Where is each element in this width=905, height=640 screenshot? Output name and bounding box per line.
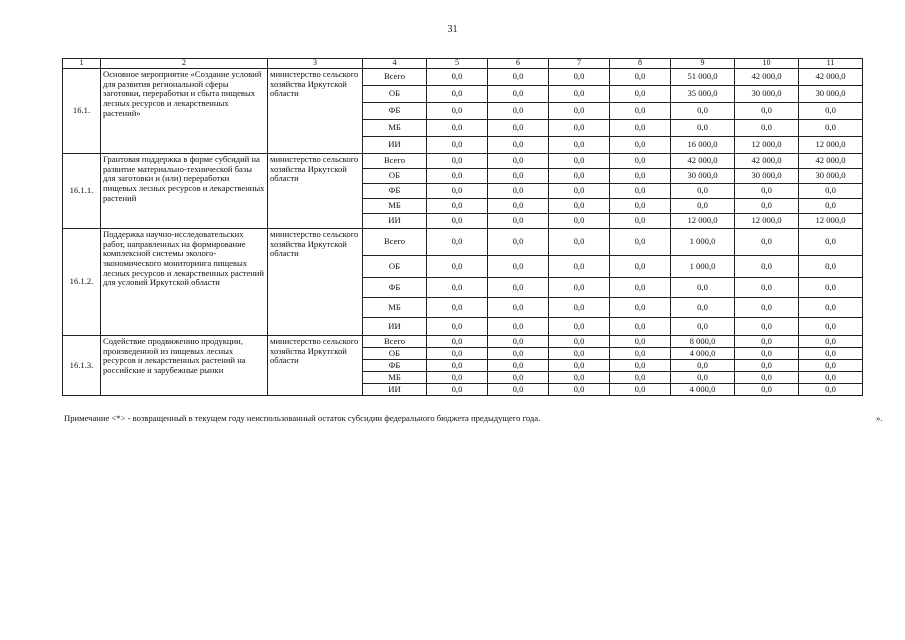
funding-source: ФБ: [363, 184, 427, 199]
column-header: 4: [363, 59, 427, 69]
column-header: 5: [427, 59, 488, 69]
value-cell: 0,0: [488, 229, 549, 256]
value-cell: 0,0: [799, 348, 863, 360]
item-executor: министерство сельского хозяйства Иркутской области: [268, 69, 363, 154]
value-cell: 0,0: [735, 298, 799, 318]
value-cell: 0,0: [549, 360, 610, 372]
item-description: Поддержка научно-исследовательских работ, направленных на формирование комплексной системы эколого-экономического мониторинга пищевых лесных ресурсов и лекарственных растений для условий Иркутской области: [101, 229, 268, 336]
column-header: 11: [799, 59, 863, 69]
funding-source: ОБ: [363, 256, 427, 278]
value-cell: 0,0: [610, 154, 671, 169]
value-cell: 0,0: [735, 229, 799, 256]
value-cell: 30 000,0: [735, 169, 799, 184]
value-cell: 0,0: [488, 154, 549, 169]
value-cell: 0,0: [488, 318, 549, 336]
value-cell: 0,0: [671, 360, 735, 372]
value-cell: 0,0: [610, 348, 671, 360]
value-cell: 0,0: [549, 199, 610, 214]
value-cell: 0,0: [610, 336, 671, 348]
value-cell: 0,0: [610, 360, 671, 372]
value-cell: 4 000,0: [671, 348, 735, 360]
value-cell: 16 000,0: [671, 137, 735, 154]
value-cell: 0,0: [799, 360, 863, 372]
value-cell: 0,0: [549, 120, 610, 137]
value-cell: 0,0: [610, 298, 671, 318]
value-cell: 0,0: [427, 184, 488, 199]
value-cell: 0,0: [427, 120, 488, 137]
value-cell: 0,0: [427, 348, 488, 360]
value-cell: 42 000,0: [799, 154, 863, 169]
value-cell: 0,0: [488, 120, 549, 137]
footnote: Примечание <*> - возвращенный в текущем году неиспользованный остаток субсидии федерального бюджета предыдущего года.: [64, 413, 541, 423]
value-cell: 0,0: [610, 184, 671, 199]
value-cell: 0,0: [610, 229, 671, 256]
funding-source: МБ: [363, 372, 427, 384]
value-cell: 0,0: [671, 184, 735, 199]
value-cell: 0,0: [488, 103, 549, 120]
value-cell: 51 000,0: [671, 69, 735, 86]
value-cell: 0,0: [488, 256, 549, 278]
value-cell: 0,0: [610, 137, 671, 154]
value-cell: 0,0: [671, 278, 735, 298]
funding-source: МБ: [363, 199, 427, 214]
footnote-closing-quote: ».: [876, 413, 883, 423]
value-cell: 0,0: [549, 184, 610, 199]
value-cell: 30 000,0: [799, 169, 863, 184]
value-cell: 0,0: [799, 384, 863, 396]
value-cell: 0,0: [799, 298, 863, 318]
value-cell: 0,0: [671, 103, 735, 120]
funding-source: ИИ: [363, 318, 427, 336]
value-cell: 0,0: [610, 199, 671, 214]
value-cell: 0,0: [427, 137, 488, 154]
value-cell: 0,0: [735, 336, 799, 348]
value-cell: 0,0: [671, 199, 735, 214]
value-cell: 0,0: [735, 384, 799, 396]
value-cell: 0,0: [799, 372, 863, 384]
value-cell: 0,0: [549, 256, 610, 278]
value-cell: 0,0: [610, 372, 671, 384]
funding-source: Всего: [363, 336, 427, 348]
value-cell: 0,0: [427, 336, 488, 348]
value-cell: 0,0: [671, 120, 735, 137]
table-row: [63, 154, 863, 169]
value-cell: 0,0: [488, 184, 549, 199]
value-cell: 0,0: [427, 360, 488, 372]
value-cell: 0,0: [735, 120, 799, 137]
value-cell: 0,0: [488, 298, 549, 318]
funding-source: Всего: [363, 69, 427, 86]
header-row: [63, 59, 863, 69]
item-executor: министерство сельского хозяйства Иркутской области: [268, 154, 363, 229]
table-row: [63, 69, 863, 86]
value-cell: 35 000,0: [671, 86, 735, 103]
item-description: Основное мероприятие «Создание условий для развития региональной сферы заготовки, переработки и сбыта пищевых лесных ресурсов и лекарственных растений»: [101, 69, 268, 154]
value-cell: 4 000,0: [671, 384, 735, 396]
value-cell: 0,0: [488, 199, 549, 214]
value-cell: 0,0: [799, 120, 863, 137]
funding-source: ИИ: [363, 384, 427, 396]
value-cell: 0,0: [427, 103, 488, 120]
value-cell: 0,0: [610, 214, 671, 229]
column-header: 7: [549, 59, 610, 69]
value-cell: 0,0: [671, 318, 735, 336]
value-cell: 12 000,0: [735, 214, 799, 229]
value-cell: 0,0: [549, 69, 610, 86]
value-cell: 0,0: [427, 169, 488, 184]
column-header: 1: [63, 59, 101, 69]
value-cell: 0,0: [610, 69, 671, 86]
funding-source: ИИ: [363, 137, 427, 154]
value-cell: 0,0: [735, 372, 799, 384]
value-cell: 0,0: [488, 336, 549, 348]
budget-table: [62, 58, 863, 396]
value-cell: 8 000,0: [671, 336, 735, 348]
value-cell: 0,0: [488, 384, 549, 396]
value-cell: 0,0: [799, 229, 863, 256]
value-cell: 0,0: [735, 103, 799, 120]
value-cell: 0,0: [427, 154, 488, 169]
value-cell: 0,0: [488, 69, 549, 86]
value-cell: 0,0: [427, 214, 488, 229]
funding-source: ОБ: [363, 86, 427, 103]
value-cell: 0,0: [488, 348, 549, 360]
value-cell: 0,0: [427, 256, 488, 278]
value-cell: 0,0: [549, 348, 610, 360]
value-cell: 0,0: [799, 103, 863, 120]
value-cell: 0,0: [799, 256, 863, 278]
funding-source: Всего: [363, 229, 427, 256]
table-row: [63, 229, 863, 256]
value-cell: 0,0: [735, 199, 799, 214]
column-header: 6: [488, 59, 549, 69]
funding-source: МБ: [363, 120, 427, 137]
value-cell: 0,0: [488, 86, 549, 103]
value-cell: 0,0: [427, 69, 488, 86]
table-row: [63, 336, 863, 348]
item-description: Содействие продвижению продукции, произведенной из пищевых лесных ресурсов и лекарственных растений на российские и зарубежные рынки: [101, 336, 268, 396]
value-cell: 0,0: [549, 384, 610, 396]
column-header: 2: [101, 59, 268, 69]
value-cell: 0,0: [427, 372, 488, 384]
value-cell: 0,0: [549, 372, 610, 384]
value-cell: 0,0: [799, 278, 863, 298]
value-cell: 0,0: [610, 256, 671, 278]
value-cell: 0,0: [488, 137, 549, 154]
value-cell: 0,0: [549, 229, 610, 256]
value-cell: 12 000,0: [671, 214, 735, 229]
funding-source: МБ: [363, 298, 427, 318]
value-cell: 0,0: [549, 103, 610, 120]
value-cell: 0,0: [427, 278, 488, 298]
funding-source: ОБ: [363, 169, 427, 184]
item-code: 16.1.: [63, 69, 101, 154]
value-cell: 0,0: [549, 169, 610, 184]
value-cell: 0,0: [427, 229, 488, 256]
column-header: 10: [735, 59, 799, 69]
value-cell: 0,0: [610, 384, 671, 396]
value-cell: 0,0: [735, 184, 799, 199]
value-cell: 0,0: [671, 372, 735, 384]
page-number: 31: [447, 24, 458, 35]
value-cell: 42 000,0: [735, 154, 799, 169]
value-cell: 1 000,0: [671, 256, 735, 278]
value-cell: 0,0: [671, 298, 735, 318]
value-cell: 12 000,0: [799, 214, 863, 229]
value-cell: 0,0: [735, 278, 799, 298]
funding-source: ФБ: [363, 103, 427, 120]
value-cell: 0,0: [735, 256, 799, 278]
value-cell: 0,0: [799, 184, 863, 199]
value-cell: 0,0: [549, 336, 610, 348]
value-cell: 42 000,0: [735, 69, 799, 86]
funding-source: ФБ: [363, 278, 427, 298]
item-executor: министерство сельского хозяйства Иркутской области: [268, 336, 363, 396]
value-cell: 0,0: [549, 86, 610, 103]
value-cell: 1 000,0: [671, 229, 735, 256]
value-cell: 0,0: [799, 336, 863, 348]
item-code: 16.1.2.: [63, 229, 101, 336]
value-cell: 0,0: [488, 169, 549, 184]
value-cell: 0,0: [549, 137, 610, 154]
value-cell: 12 000,0: [735, 137, 799, 154]
column-header: 3: [268, 59, 363, 69]
value-cell: 0,0: [610, 278, 671, 298]
value-cell: 30 000,0: [799, 86, 863, 103]
value-cell: 0,0: [427, 298, 488, 318]
value-cell: 0,0: [735, 360, 799, 372]
value-cell: 0,0: [610, 318, 671, 336]
value-cell: 0,0: [735, 318, 799, 336]
value-cell: 42 000,0: [799, 69, 863, 86]
value-cell: 30 000,0: [735, 86, 799, 103]
value-cell: 0,0: [610, 120, 671, 137]
value-cell: 0,0: [488, 360, 549, 372]
value-cell: 0,0: [799, 199, 863, 214]
item-executor: министерство сельского хозяйства Иркутской области: [268, 229, 363, 336]
value-cell: 0,0: [549, 278, 610, 298]
value-cell: 0,0: [549, 318, 610, 336]
value-cell: 0,0: [549, 154, 610, 169]
value-cell: 12 000,0: [799, 137, 863, 154]
item-code: 16.1.1.: [63, 154, 101, 229]
value-cell: 0,0: [488, 372, 549, 384]
value-cell: 0,0: [610, 169, 671, 184]
value-cell: 30 000,0: [671, 169, 735, 184]
value-cell: 0,0: [549, 214, 610, 229]
value-cell: 0,0: [488, 214, 549, 229]
value-cell: 0,0: [799, 318, 863, 336]
value-cell: 0,0: [427, 199, 488, 214]
value-cell: 0,0: [610, 86, 671, 103]
value-cell: 42 000,0: [671, 154, 735, 169]
value-cell: 0,0: [610, 103, 671, 120]
value-cell: 0,0: [735, 348, 799, 360]
item-description: Грантовая поддержка в форме субсидий на развитие материально-технической базы для заготовки и (или) переработки пищевых лесных ресурсов и лекарственных растений: [101, 154, 268, 229]
funding-source: ФБ: [363, 360, 427, 372]
value-cell: 0,0: [427, 384, 488, 396]
funding-source: ИИ: [363, 214, 427, 229]
column-header: 9: [671, 59, 735, 69]
value-cell: 0,0: [488, 278, 549, 298]
funding-source: Всего: [363, 154, 427, 169]
value-cell: 0,0: [549, 298, 610, 318]
column-header: 8: [610, 59, 671, 69]
value-cell: 0,0: [427, 86, 488, 103]
value-cell: 0,0: [427, 318, 488, 336]
item-code: 16.1.3.: [63, 336, 101, 396]
funding-source: ОБ: [363, 348, 427, 360]
